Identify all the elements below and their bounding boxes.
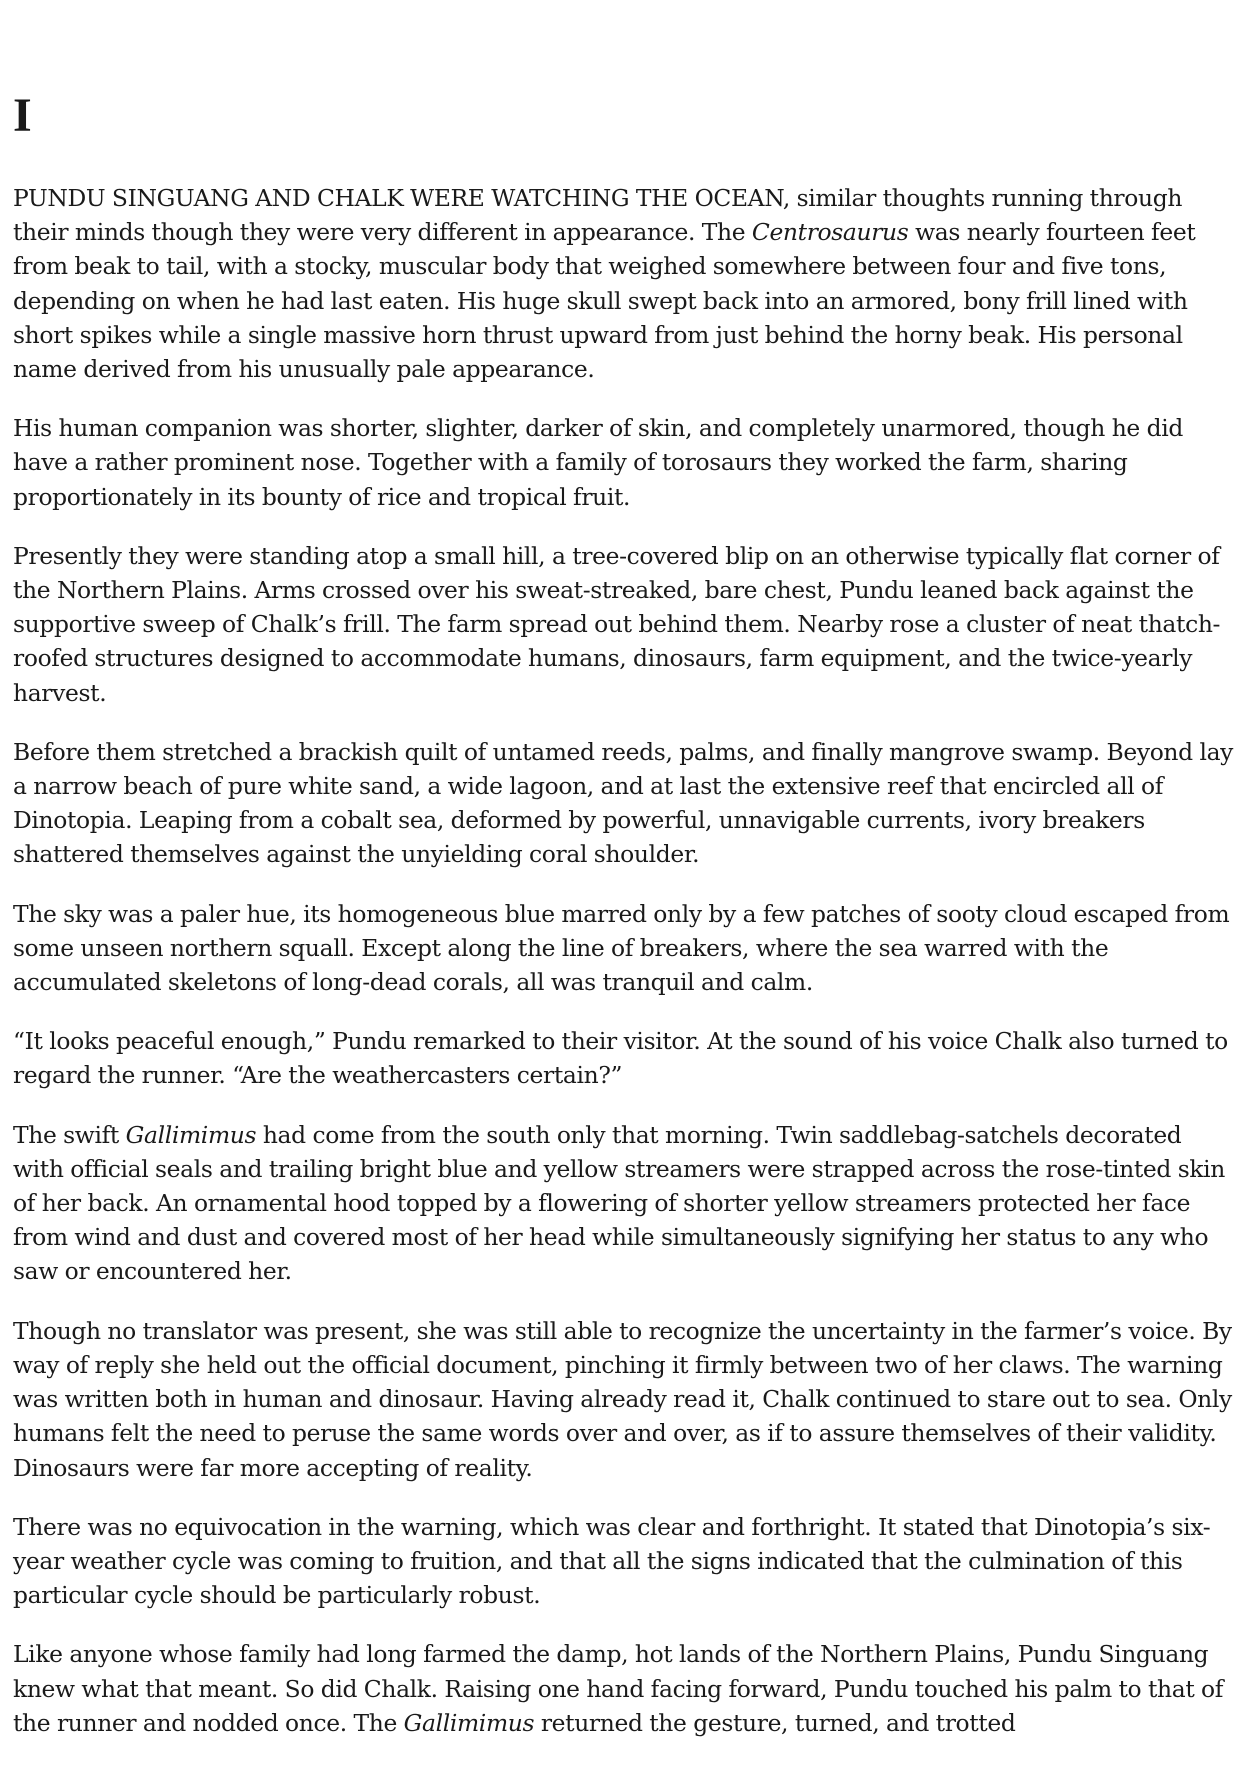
paragraph-7: [13, 1118, 1235, 1289]
chapter-body: [13, 181, 1235, 1765]
paragraph-1: [13, 181, 1235, 386]
paragraph-rest: had come from the south only that morning. Twin saddlebag-satchels decorated with official seals and trailing bright blue and yellow streamers were strapped across the rose-tinted skin of her back. An ornamental hood topped by a flowering of shorter yellow streamers protected her face from wind and dust and covered most of her head while simultaneously signifying her status to any who saw or encountered her.: [13, 1120, 1226, 1286]
paragraph-10: [13, 1637, 1235, 1740]
paragraph-4: Before them stretched a brackish quilt of untamed reeds, palms, and finally mangrove swamp. Beyond lay a narrow beach of pure white sand, a wide lagoon, and at last the extensive reef that encircled all of Dinotopia. Leaping from a cobalt sea, deformed by powerful, unnavigable currents, ivory breakers shattered themselves against the unyielding coral shoulder.: [13, 737, 1234, 869]
paragraph-lead: Like anyone whose family had long farmed the damp, hot lands of the Northern Plains, Pundu Singuang knew what that meant. So did Chalk. Raising one hand facing forward, Pundu touched his palm to that of the runner and nodded once. The: [13, 1640, 1224, 1737]
paragraph-lead: The swift: [13, 1120, 126, 1149]
paragraph-2: His human companion was shorter, slighter, darker of skin, and completely unarmored, though he did have a rather prominent nose. Together with a family of torosaurs they worked the farm, sharing proportionately in its bounty of rice and tropical fruit.: [13, 414, 1183, 511]
species-name: Gallimimus: [125, 1120, 257, 1149]
paragraph-8: Though no translator was present, she was still able to recognize the uncertainty in the farmer’s voice. By way of reply she held out the official document, pinching it firmly between two of her claws. The warning was written both in human and dinosaur. Having already read it, Chalk continued to stare out to sea. Only humans felt the need to peruse the same words over and over, as if to assure themselves of their validity. Dinosaurs were far more accepting of reality.: [13, 1316, 1232, 1482]
species-name: Gallimimus: [403, 1708, 535, 1737]
paragraph-lead: PUNDU SINGUANG AND CHALK WERE WATCHING THE OCEAN, similar thoughts running through their minds though they were very different in appearance. The: [13, 184, 1183, 247]
paragraph-9: There was no equivocation in the warning, which was clear and forthright. It stated that Dinotopia’s six-year weather cycle was coming to fruition, and that all the signs indicated that the culmination of this particular cycle should be particularly robust.: [13, 1512, 1211, 1610]
paragraph-rest: returned the gesture, turned, and trotted: [534, 1708, 1016, 1737]
species-name: Centrosaurus: [751, 218, 909, 247]
paragraph-rest: was nearly fourteen feet from beak to tail, with a stocky, muscular body that weighed somewhere between four and five tons, depending on when he had last eaten. His huge skull swept back into an armored, bony frill lined with short spikes while a single massive horn thrust upward from just behind the horny beak. His personal name derived from his unusually pale appearance.: [13, 218, 1196, 384]
chapter-number: I: [13, 89, 32, 142]
paragraph-6: “It looks peaceful enough,” Pundu remarked to their visitor. At the sound of his voice Chalk also turned to regard the runner. “Are the weathercasters certain?”: [13, 1027, 1228, 1090]
paragraph-5: The sky was a paler hue, its homogeneous blue marred only by a few patches of sooty cloud escaped from some unseen northern squall. Except along the line of breakers, where the sea warred with the accumulated skeletons of long-dead corals, all was tranquil and calm.: [13, 899, 1230, 997]
paragraph-3: Presently they were standing atop a small hill, a tree-covered blip on an otherwise typically flat corner of the Northern Plains. Arms crossed over his sweat-streaked, bare chest, Pundu leaned back against the supportive sweep of Chalk’s frill. The farm spread out behind them. Nearby rose a cluster of neat thatch-roofed structures designed to accommodate humans, dinosaurs, farm equipment, and the twice-yearly harvest.: [13, 541, 1221, 707]
